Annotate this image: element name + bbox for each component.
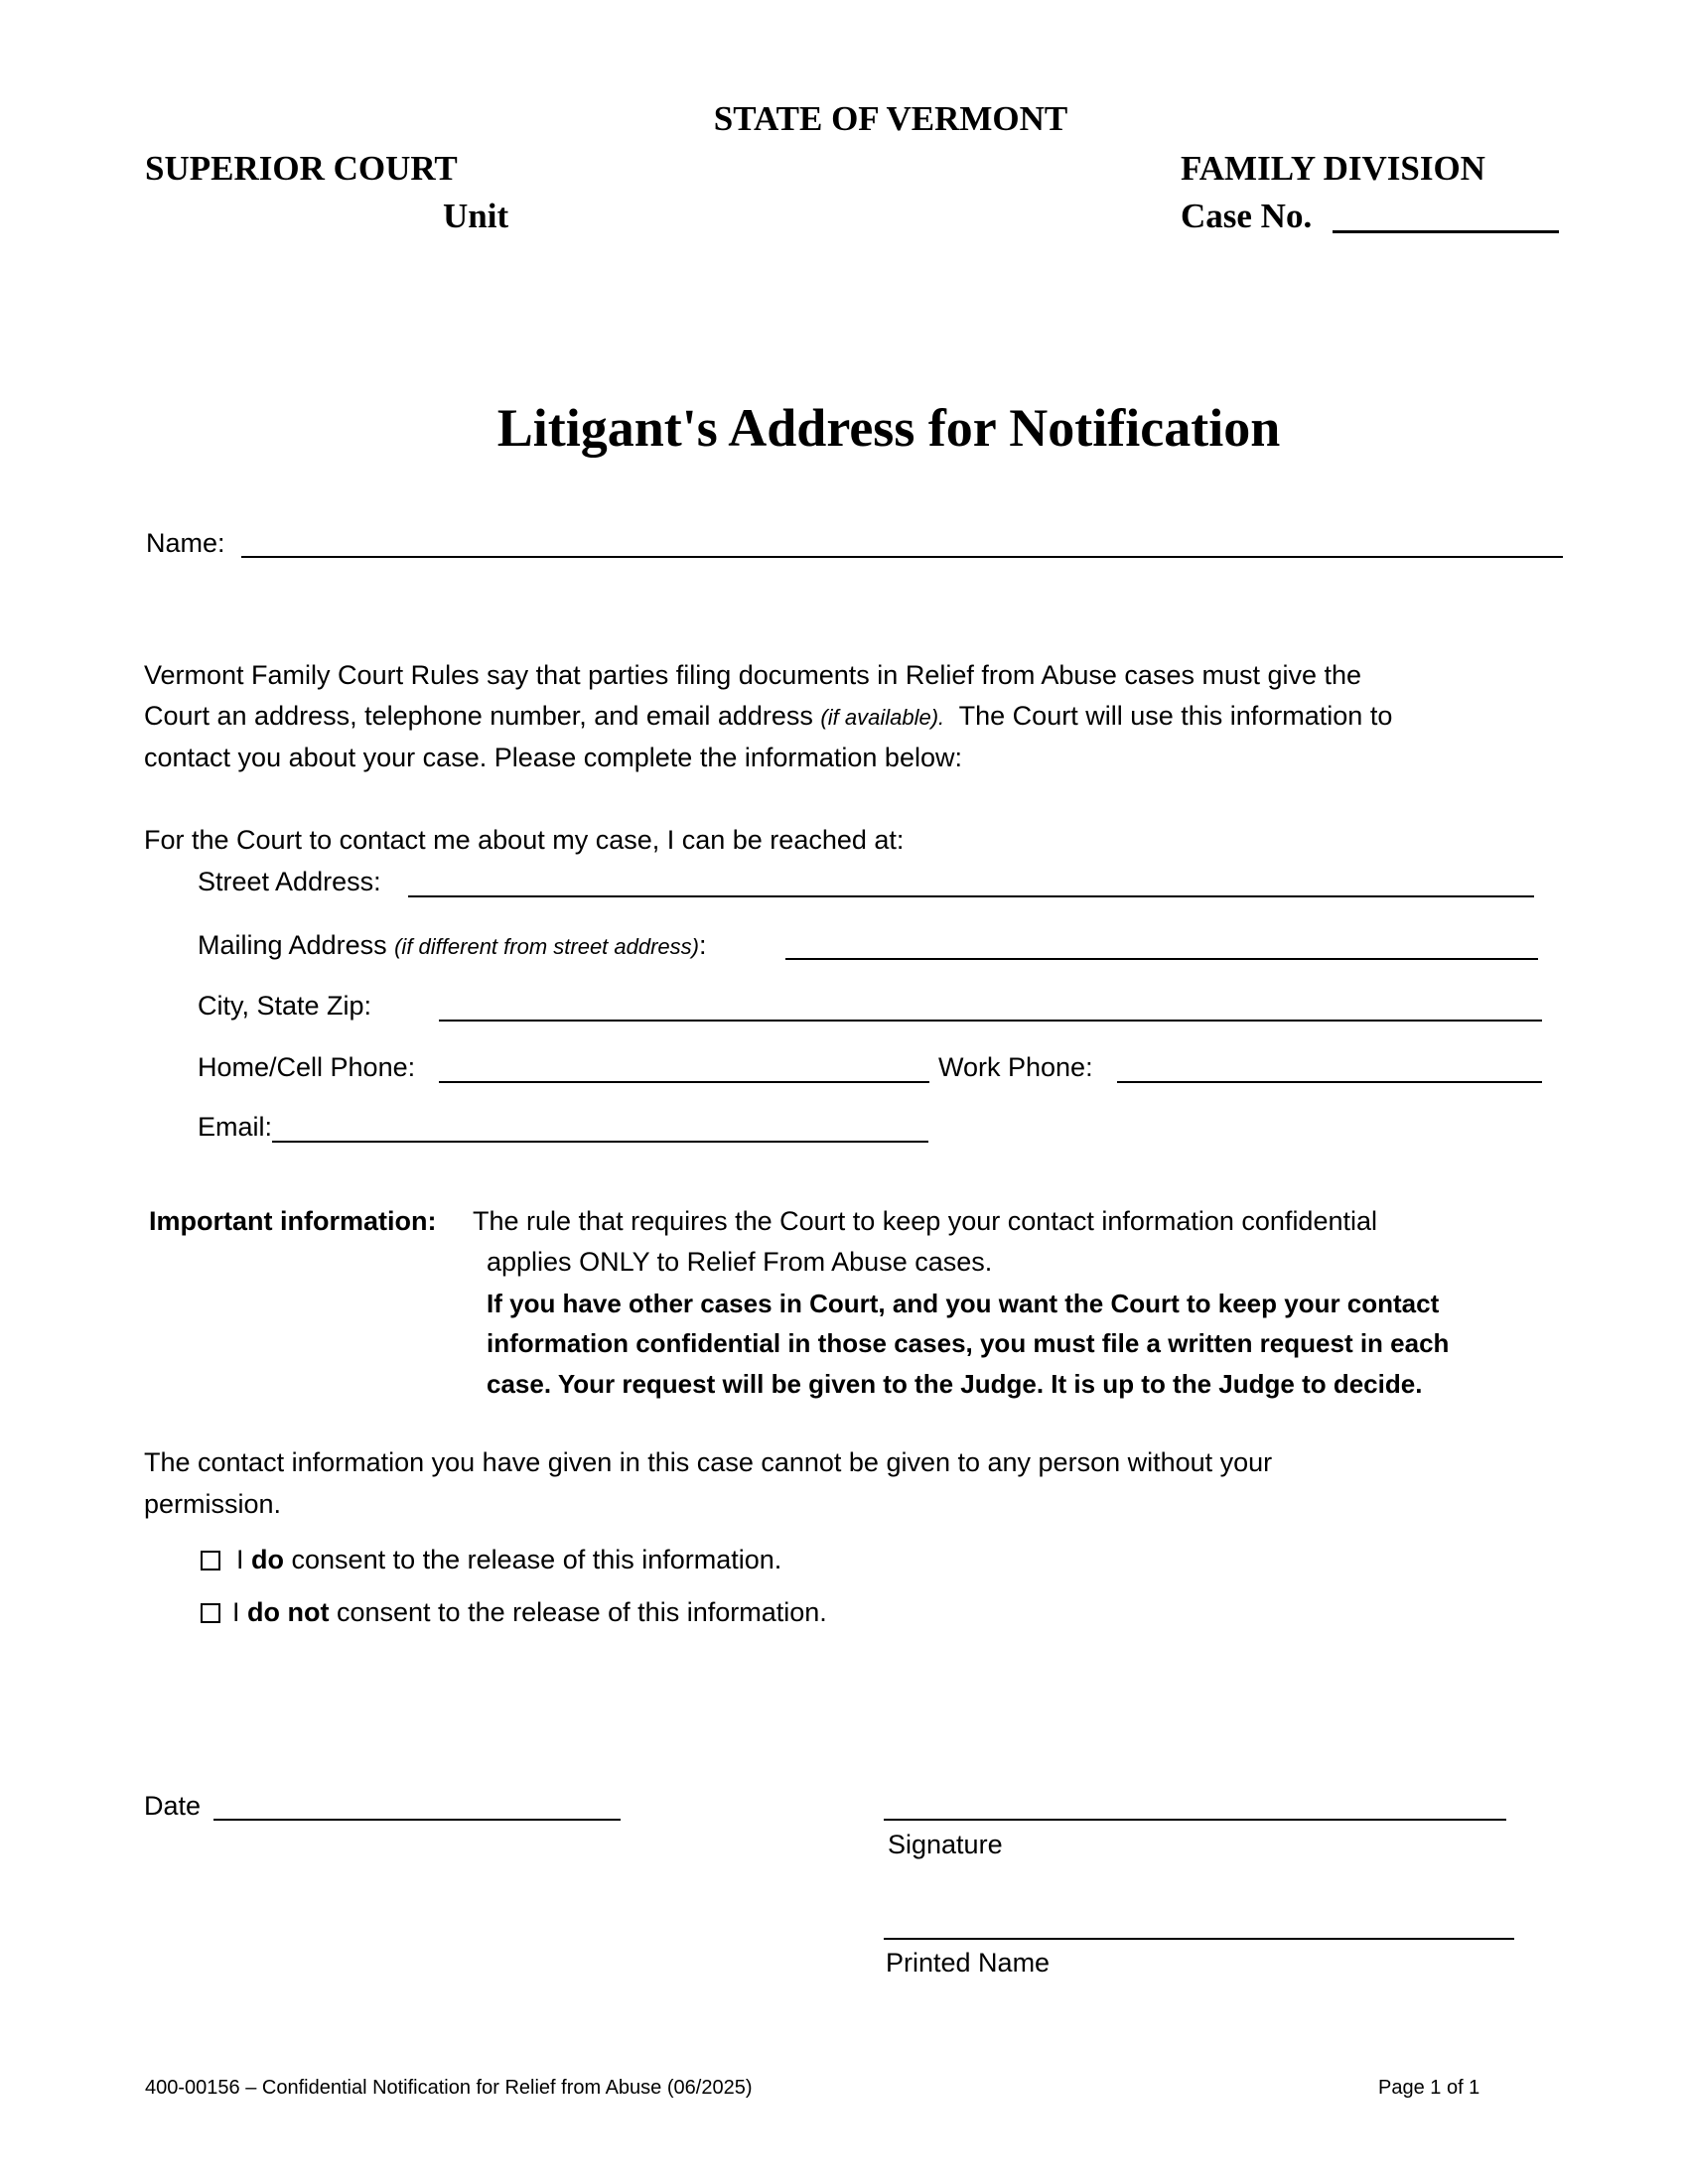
permission-line-2: permission. xyxy=(144,1489,282,1519)
intro-text: The Court will use this information to xyxy=(944,701,1393,731)
consent-yes-option[interactable] xyxy=(201,1545,781,1575)
consent-no-checkbox[interactable] xyxy=(201,1603,220,1623)
state-heading: STATE OF VERMONT xyxy=(713,99,1068,138)
signature-label: Signature xyxy=(888,1830,1003,1859)
date-field[interactable] xyxy=(213,1819,621,1821)
city-label: City, State Zip: xyxy=(198,991,372,1021)
important-bold-3: case. Your request will be given to the Judge. It is up to the Judge to decide. xyxy=(487,1369,1423,1399)
street-field[interactable] xyxy=(408,895,1534,897)
division-heading: FAMILY DIVISION xyxy=(1181,149,1485,188)
intro-line-3: contact you about your case. Please complete the information below: xyxy=(144,743,962,772)
mailing-label xyxy=(198,930,707,961)
important-line-1: The rule that requires the Court to keep your contact information confidential xyxy=(473,1206,1377,1236)
intro-text: Court an address, telephone number, and email address xyxy=(144,701,821,731)
important-label: Important information: xyxy=(149,1206,437,1236)
permission-line-1: The contact information you have given in this case cannot be given to any person without your xyxy=(144,1447,1273,1477)
consent-text: I xyxy=(232,1597,248,1627)
home-phone-field[interactable] xyxy=(439,1081,929,1083)
name-label: Name: xyxy=(146,528,225,558)
street-label: Street Address: xyxy=(198,867,381,896)
consent-bold: do xyxy=(251,1545,285,1574)
important-bold-2: information confidential in those cases, you must file a written request in each xyxy=(487,1328,1450,1358)
printed-name-field[interactable] xyxy=(884,1938,1514,1940)
consent-text: I xyxy=(236,1545,252,1574)
important-line-2: applies ONLY to Relief From Abuse cases. xyxy=(487,1247,993,1277)
consent-text: consent to the release of this information. xyxy=(284,1545,782,1574)
unit-label: Unit xyxy=(443,197,509,235)
consent-no-option[interactable] xyxy=(201,1597,827,1628)
intro-note: (if available). xyxy=(820,705,945,730)
case-no-label: Case No. xyxy=(1181,197,1313,235)
important-bold-1: If you have other cases in Court, and you want the Court to keep your contact xyxy=(487,1289,1440,1318)
mailing-field[interactable] xyxy=(785,958,1538,960)
consent-yes-checkbox[interactable] xyxy=(201,1551,220,1570)
mailing-colon: : xyxy=(699,930,707,960)
work-phone-label: Work Phone: xyxy=(938,1052,1093,1082)
mailing-text: Mailing Address xyxy=(198,930,395,960)
court-heading: SUPERIOR COURT xyxy=(145,149,458,188)
date-label: Date xyxy=(144,1791,202,1821)
name-field[interactable] xyxy=(241,556,1563,558)
signature-field[interactable] xyxy=(884,1819,1506,1821)
email-label: Email: xyxy=(198,1112,273,1142)
city-state-zip-field[interactable] xyxy=(439,1020,1542,1022)
work-phone-field[interactable] xyxy=(1117,1081,1542,1083)
intro-line-2 xyxy=(144,701,1392,732)
printed-name-label: Printed Name xyxy=(886,1948,1051,1978)
email-field[interactable] xyxy=(272,1141,928,1143)
page-number: Page 1 of 1 xyxy=(1378,2077,1480,2099)
contact-lead: For the Court to contact me about my case, I can be reached at: xyxy=(144,825,905,855)
mailing-note: (if different from street address) xyxy=(394,934,699,959)
consent-bold: do not xyxy=(247,1597,330,1627)
page-title: Litigant's Address for Notification xyxy=(496,398,1281,458)
home-phone-label: Home/Cell Phone: xyxy=(198,1052,416,1082)
form-footer: 400-00156 – Confidential Notification for Relief from Abuse (06/2025) xyxy=(145,2077,753,2099)
intro-line-1: Vermont Family Court Rules say that parties filing documents in Relief from Abuse cases must give the xyxy=(144,660,1362,690)
case-no-field[interactable] xyxy=(1333,230,1559,233)
consent-text: consent to the release of this information. xyxy=(329,1597,827,1627)
